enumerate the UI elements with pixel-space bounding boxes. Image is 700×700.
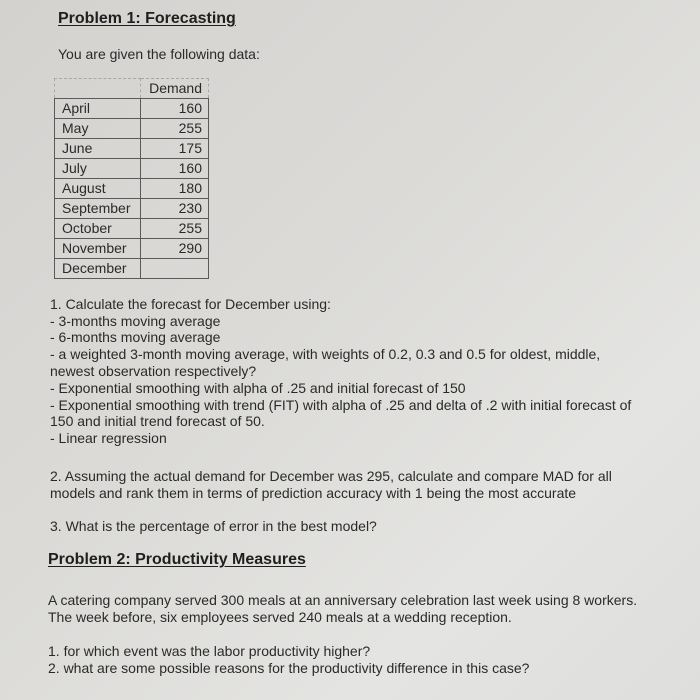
demand-cell: 175 [141, 139, 209, 159]
problem1-intro: You are given the following data: [58, 46, 260, 62]
q1-item: - Exponential smoothing with trend (FIT) with alpha of .25 and delta of .2 with initial forecast of [50, 397, 632, 413]
month-cell: April [55, 99, 141, 119]
demand-cell: 255 [141, 119, 209, 139]
demand-cell: 255 [141, 219, 209, 239]
demand-cell: 230 [141, 199, 209, 219]
demand-table [54, 78, 209, 279]
problem2-paragraph-line: A catering company served 300 meals at an anniversary celebration last week using 8 workers. [48, 592, 638, 608]
month-cell: December [55, 259, 141, 279]
q1-item: - a weighted 3-month moving average, with weights of 0.2, 0.3 and 0.5 for oldest, middle, [50, 346, 601, 362]
table-row [55, 239, 209, 259]
demand-cell: 160 [141, 159, 209, 179]
table-header-blank [55, 79, 141, 99]
problem2-paragraph-line: The week before, six employees served 240 meals at a wedding reception. [48, 609, 512, 625]
table-row [55, 99, 209, 119]
q1-item: - 6-months moving average [50, 329, 221, 345]
q1-item: - 3-months moving average [50, 313, 221, 329]
problem2-heading: Problem 2: Productivity Measures [48, 551, 306, 568]
table-row [55, 259, 209, 279]
table-header-demand: Demand [141, 79, 209, 99]
table-row [55, 159, 209, 179]
problem2-q2: 2. what are some possible reasons for the productivity difference in this case? [48, 660, 530, 676]
q2-line: models and rank them in terms of prediction accuracy with 1 being the most accurate [50, 485, 577, 501]
demand-cell: 290 [141, 239, 209, 259]
table-row [55, 179, 209, 199]
demand-cell: 160 [141, 99, 209, 119]
month-cell: August [55, 179, 141, 199]
q3-text: 3. What is the percentage of error in the best model? [50, 518, 377, 534]
table-row [55, 219, 209, 239]
month-cell: September [55, 199, 141, 219]
table-row [55, 119, 209, 139]
month-cell: May [55, 119, 141, 139]
month-cell: November [55, 239, 141, 259]
demand-cell [141, 259, 209, 279]
table-row [55, 139, 209, 159]
problem2-q1: 1. for which event was the labor productivity higher? [48, 643, 371, 659]
q1-item: - Linear regression [50, 430, 167, 446]
table-header-row [55, 79, 209, 99]
month-cell: October [55, 219, 141, 239]
demand-cell: 180 [141, 179, 209, 199]
q1-item: newest observation respectively? [50, 363, 257, 379]
q1-item: - Exponential smoothing with alpha of .25 and initial forecast of 150 [50, 380, 466, 396]
problem1-heading: Problem 1: Forecasting [58, 10, 236, 27]
q1-item: 150 and initial trend forecast of 50. [50, 413, 265, 429]
q2-line: 2. Assuming the actual demand for December was 295, calculate and compare MAD for all [50, 468, 612, 484]
table-row [55, 199, 209, 219]
month-cell: June [55, 139, 141, 159]
q1-title: 1. Calculate the forecast for December using: [50, 296, 331, 312]
month-cell: July [55, 159, 141, 179]
